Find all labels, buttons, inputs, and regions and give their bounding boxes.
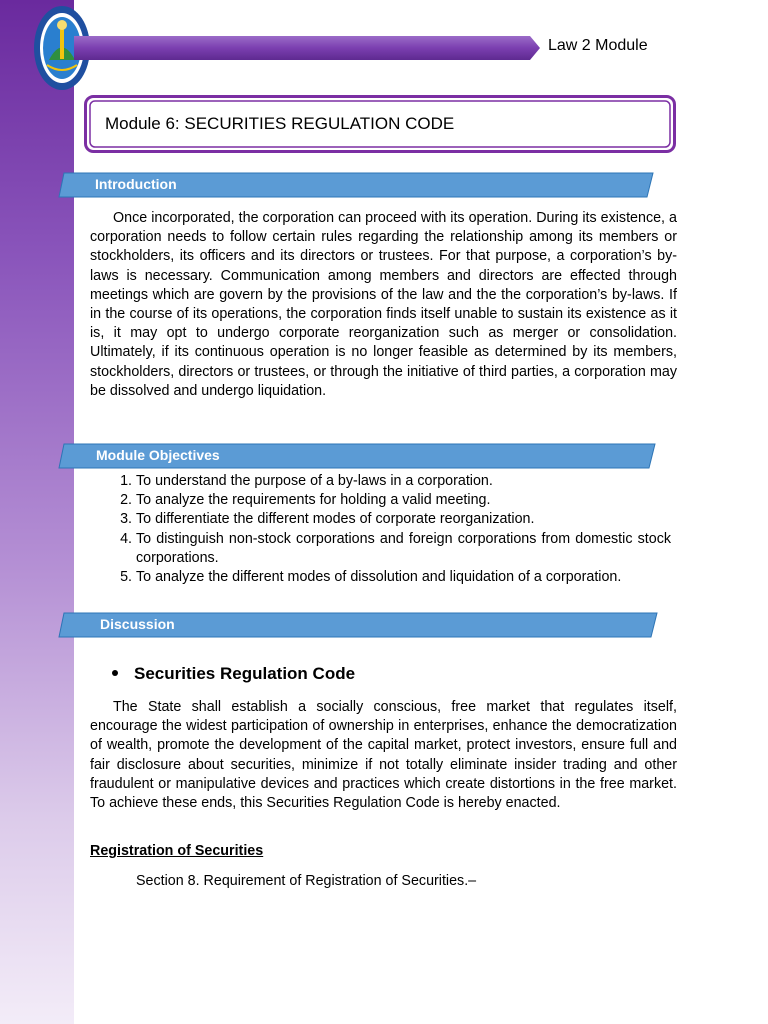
module-label: Law 2 Module — [548, 37, 648, 54]
discussion-banner — [58, 612, 658, 638]
list-item: 1. To understand the purpose of a by-laws in a corporation. — [136, 472, 671, 491]
introduction-banner — [58, 172, 654, 198]
list-item: 5. To analyze the different modes of dissolution and liquidation of a corporation. — [136, 568, 671, 587]
discussion-paragraph: The State shall establish a socially conscious, free market that regulates itself, encourage the widest participation of ownership in enterprises, enhance the democratization of wealth, promote the development of the capital market, protect investors, ensure full and fair disclosure about securities, minimize if not totally eliminate insider trading and other fraudulent or manipulative devices and practices which create distortions in the free market. To achieve these ends, this Securities Regulation Code is hereby enacted. — [90, 699, 677, 812]
objectives-heading: Module Objectives — [96, 447, 220, 463]
objectives-list — [90, 472, 671, 587]
introduction-heading: Introduction — [95, 176, 177, 192]
introduction-paragraph: Once incorporated, the corporation can proceed with its operation. During its existence, a corporation needs to follow certain rules regarding the relationship among its members or stockholders, its officers and its directors or trustees. For that purpose, a corporation’s by-laws is necessary. Communication among members and directors are effected through meetings which are govern by the provisions of the law and the the corporation’s by-laws. If in the course of its operations, the corporation finds itself unable to sustain its existence as it is, it may opt to undergo corporate reorganization such as merger or consolidation. Ultimately, if its continuous operation is no longer feasible as determined by its members, stockholders, directors or trustees, or through the initiative of third parties, a corporation may be dissolved and undergo liquidation. — [90, 210, 677, 399]
registration-subheading: Registration of Securities — [90, 843, 264, 859]
list-item: 3. To differentiate the different modes of corporate reorganization. — [136, 510, 671, 529]
page-title: Module 6: SECURITIES REGULATION CODE — [105, 114, 455, 133]
discussion-heading: Discussion — [100, 616, 175, 632]
section-8-line: Section 8. Requirement of Registration of Securities.– — [136, 873, 477, 889]
module-title-box — [84, 95, 676, 153]
bullet-icon — [112, 670, 118, 676]
bullet-heading-text: Securities Regulation Code — [134, 664, 356, 683]
left-sidebar-gradient — [0, 0, 74, 1024]
list-item: 4. To distinguish non-stock corporations and foreign corporations from domestic stock corporations. — [136, 530, 671, 568]
list-item: 2. To analyze the requirements for holding a valid meeting. — [136, 491, 671, 510]
bullet-heading — [112, 664, 355, 684]
objectives-banner — [58, 443, 656, 469]
header-bar — [74, 36, 540, 60]
